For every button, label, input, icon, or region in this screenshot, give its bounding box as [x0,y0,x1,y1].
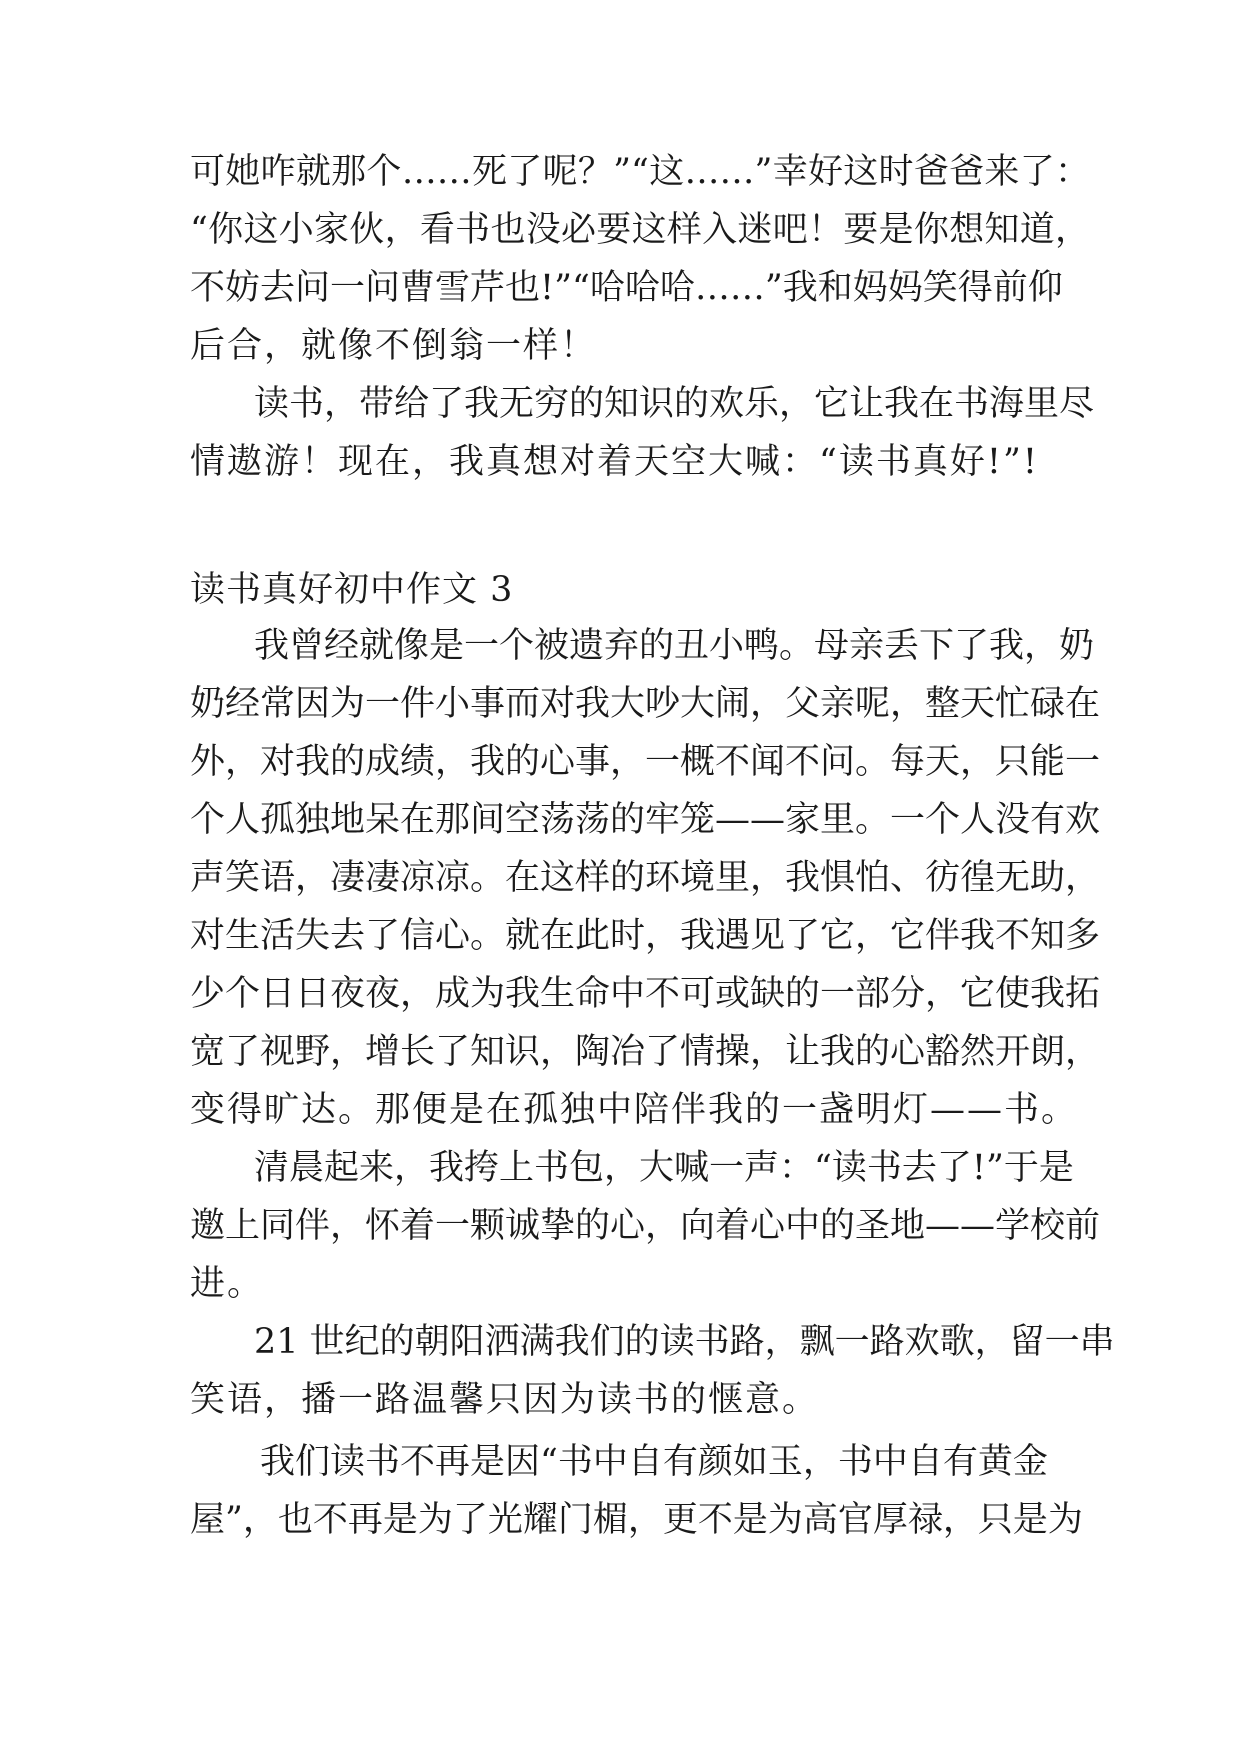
paragraph-first-line: 清晨起来，我挎上书包，大喊一声：“读书去了!”于是 [254,1148,1074,1188]
paragraph-first-line: 我们读书不再是因“书中自有颜如玉，书中自有黄金 [260,1442,1048,1482]
text-line: “你这小家伙，看书也没必要这样入迷吧！要是你想知道， [190,210,1090,250]
text-line: 外，对我的成绩，我的心事，一概不闻不问。每天，只能一 [190,742,1101,782]
text-line: 变得旷达。那便是在孤独中陪伴我的一盏明灯——书。 [190,1090,1079,1130]
text-line: 个人孤独地呆在那间空荡荡的牢笼——家里。一个人没有欢 [190,800,1101,840]
text-line: 进。 [190,1264,265,1304]
text-line: 不妨去问一问曹雪芹也!”“哈哈哈……”我和妈妈笑得前仰 [190,268,1063,308]
paragraph-first-line: 21 世纪的朝阳洒满我们的读书路，飘一路欢歌，留一串 [254,1322,1115,1362]
paragraph-first-line: 读书，带给了我无穷的知识的欢乐，它让我在书海里尽 [254,384,1095,424]
text-line: 笑语，播一路温馨只因为读书的惬意。 [190,1380,820,1420]
text-line: 后合，就像不倒翁一样！ [190,326,598,366]
text-line: 情遨游！现在，我真想对着天空大喊：“读书真好!”! [190,442,1039,482]
text-line: 少个日日夜夜，成为我生命中不可或缺的一部分，它使我拓 [190,974,1101,1014]
paragraph-first-line: 我曾经就像是一个被遗弃的丑小鸭。母亲丢下了我，奶 [254,626,1095,666]
text-line: 宽了视野，增长了知识，陶冶了情操，让我的心豁然开朗， [190,1032,1101,1072]
text-line: 屋”，也不再是为了光耀门楣，更不是为高官厚禄，只是为 [190,1500,1083,1540]
text-line: 邀上同伴，怀着一颗诚挚的心，向着心中的圣地——学校前 [190,1206,1101,1246]
text-line: 对生活失去了信心。就在此时，我遇见了它，它伴我不知多 [190,916,1101,956]
section-heading: 读书真好初中作文 3 [190,570,514,610]
text-line: 奶经常因为一件小事而对我大吵大闹，父亲呢，整天忙碌在 [190,684,1101,724]
text-line: 可她咋就那个……死了呢？”“这……”幸好这时爸爸来了： [190,152,1090,192]
text-line: 声笑语，凄凄凉凉。在这样的环境里，我惧怕、彷徨无助， [190,858,1101,898]
